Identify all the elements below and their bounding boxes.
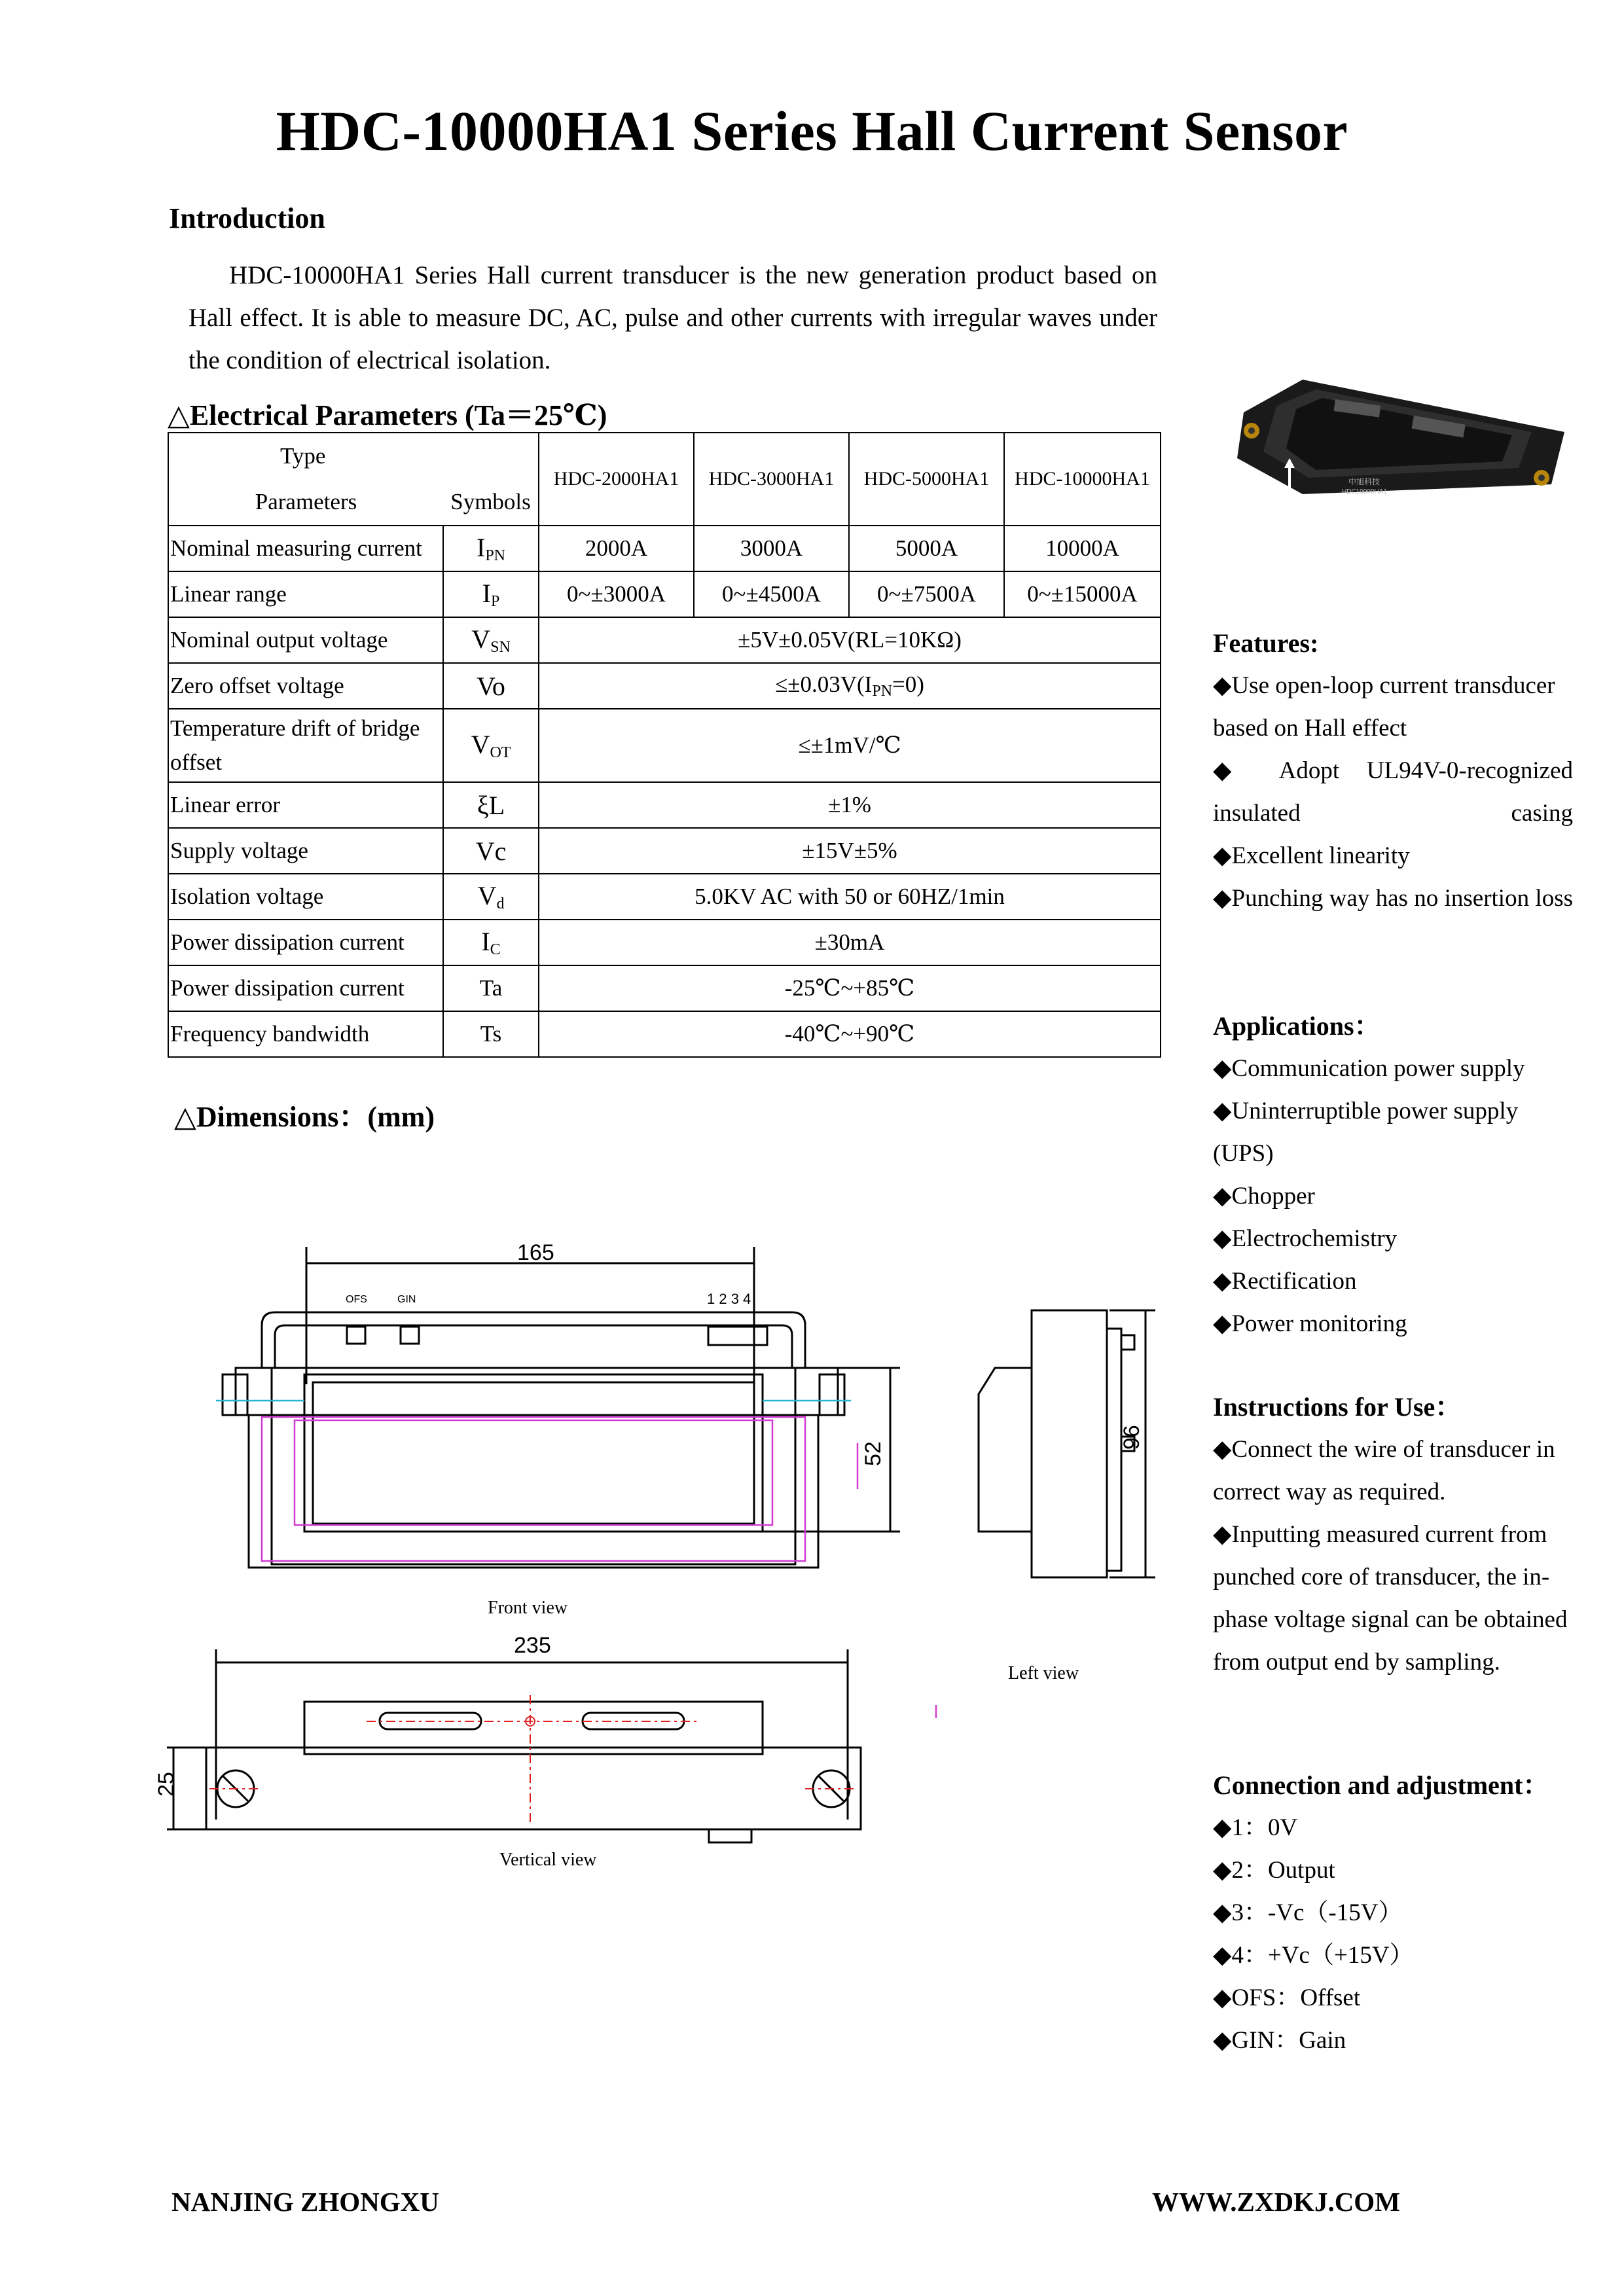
ofs-label: OFS bbox=[346, 1294, 367, 1305]
header-model-2: HDC-3000HA1 bbox=[694, 433, 849, 526]
application-item: ◆Rectification bbox=[1213, 1268, 1357, 1295]
table-row bbox=[168, 874, 1161, 920]
table-row bbox=[168, 1011, 1161, 1057]
param-name: Nominal measuring current bbox=[168, 526, 443, 571]
electrical-parameters-table bbox=[168, 432, 1161, 1058]
svg-text:HDC10000HA1: HDC10000HA1 bbox=[1342, 488, 1387, 495]
param-name: Temperature drift of bridge offset bbox=[168, 709, 443, 782]
param-value: ±5V±0.05V(RL=10KΩ) bbox=[539, 617, 1161, 663]
connection-item: ◆GIN：Gain bbox=[1213, 2027, 1346, 2054]
table-row bbox=[168, 965, 1161, 1011]
param-value: 0~±7500A bbox=[849, 571, 1004, 617]
feature-item: ◆ Adopt UL94V-0-recognized insulated casing bbox=[1213, 757, 1573, 827]
table-row bbox=[168, 571, 1161, 617]
param-name: Zero offset voltage bbox=[168, 663, 443, 709]
param-value: $\le\pm 0.03V(I_{PN}=0)$ bbox=[539, 663, 1161, 709]
param-symbol: $V_d$ bbox=[443, 874, 539, 920]
feature-item: ◆Punching way has no insertion loss bbox=[1213, 885, 1573, 912]
instructions-heading: Instructions for Use： bbox=[1213, 1392, 1462, 1422]
dim-label-235: 235 bbox=[514, 1633, 551, 1658]
dim-label-96: 96 bbox=[1119, 1425, 1144, 1450]
application-item: ◆Chopper bbox=[1213, 1183, 1315, 1210]
param-value: ±15V±5% bbox=[539, 828, 1161, 874]
instruction-item: ◆Connect the wire of transducer in correct way as required. bbox=[1213, 1436, 1555, 1505]
application-item: ◆Power monitoring bbox=[1213, 1310, 1407, 1337]
footer-website: WWW.ZXDKJ.COM bbox=[1152, 2187, 1400, 2217]
electrical-heading: △Electrical Parameters (Ta＝25℃) bbox=[168, 399, 607, 431]
connection-item: ◆OFS：Offset bbox=[1213, 1984, 1361, 2011]
param-value: 10000A bbox=[1004, 526, 1161, 571]
param-value: 5.0KV AC with 50 or 60HZ/1min bbox=[539, 874, 1161, 920]
instructions-section bbox=[1213, 1386, 1573, 1683]
param-symbol: Vc bbox=[443, 828, 539, 874]
connection-item: ◆1：0V bbox=[1213, 1814, 1298, 1841]
left-view-label: Left view bbox=[1008, 1663, 1079, 1683]
param-name: Frequency bandwidth bbox=[168, 1011, 443, 1057]
table-row bbox=[168, 709, 1161, 782]
param-value: ≤±1mV/℃ bbox=[539, 709, 1161, 782]
front-view-label: Front view bbox=[488, 1598, 568, 1618]
instruction-item: ◆Inputting measured current from punched core of transducer, the in-phase voltage signal can be obtained from output end by sampling. bbox=[1213, 1521, 1568, 1676]
connection-item: ◆4：+Vc（+15V） bbox=[1213, 1942, 1414, 1969]
table-row bbox=[168, 617, 1161, 663]
header-model-3: HDC-5000HA1 bbox=[849, 433, 1004, 526]
param-name: Nominal output voltage bbox=[168, 617, 443, 663]
param-name: Power dissipation current bbox=[168, 965, 443, 1011]
svg-text:中旭科技: 中旭科技 bbox=[1348, 477, 1380, 486]
header-type: Type bbox=[280, 443, 326, 469]
param-value: 3000A bbox=[694, 526, 849, 571]
param-value: 5000A bbox=[849, 526, 1004, 571]
param-value: 0~±15000A bbox=[1004, 571, 1161, 617]
param-symbol: $I_{PN}$ bbox=[443, 526, 539, 571]
feature-item: ◆Excellent linearity bbox=[1213, 842, 1410, 869]
param-symbol: Ta bbox=[443, 965, 539, 1011]
table-row bbox=[168, 782, 1161, 828]
pins-label: 1 2 3 4 bbox=[707, 1291, 751, 1307]
param-symbol: $V_{SN}$ bbox=[443, 617, 539, 663]
intro-paragraph bbox=[189, 254, 1157, 382]
connection-item: ◆2：Output bbox=[1213, 1857, 1335, 1884]
param-symbol: $I_P$ bbox=[443, 571, 539, 617]
application-item: ◆Communication power supply bbox=[1213, 1055, 1525, 1082]
table-row bbox=[168, 828, 1161, 874]
header-model-4: HDC-10000HA1 bbox=[1004, 433, 1161, 526]
param-value: 0~±3000A bbox=[539, 571, 694, 617]
connection-section bbox=[1213, 1764, 1573, 2062]
connection-heading: Connection and adjustment： bbox=[1213, 1770, 1549, 1800]
param-name: Linear range bbox=[168, 571, 443, 617]
intro-text: HDC-10000HA1 Series Hall current transducer is the new generation product based on Hall effect. It is able to measure DC, AC, pulse and other currents with irregular waves under the condition of electrical isolation. bbox=[189, 261, 1157, 374]
dim-label-165: 165 bbox=[517, 1240, 554, 1265]
param-name: Linear error bbox=[168, 782, 443, 828]
header-model-1: HDC-2000HA1 bbox=[539, 433, 694, 526]
page-title: HDC-10000HA1 Series Hall Current Sensor bbox=[276, 99, 1348, 162]
feature-item: ◆Use open-loop current transducer based on Hall effect bbox=[1213, 672, 1555, 742]
product-photo bbox=[1224, 353, 1578, 524]
vertical-view-label: Vertical view bbox=[499, 1850, 597, 1870]
param-name: Power dissipation current bbox=[168, 920, 443, 965]
param-symbol: Vo bbox=[443, 663, 539, 709]
param-symbol: Ts bbox=[443, 1011, 539, 1057]
header-symbols: Symbols bbox=[443, 479, 539, 526]
applications-heading: Applications： bbox=[1213, 1011, 1380, 1041]
header-parameters: Parameters bbox=[168, 479, 443, 526]
table-header-row-type bbox=[168, 433, 1161, 479]
param-symbol: ξL bbox=[443, 782, 539, 828]
param-value: ±1% bbox=[539, 782, 1161, 828]
param-name: Supply voltage bbox=[168, 828, 443, 874]
dim-label-25: 25 bbox=[154, 1772, 179, 1797]
features-heading: Features: bbox=[1213, 628, 1319, 658]
param-value: -40℃~+90℃ bbox=[539, 1011, 1161, 1057]
table-row bbox=[168, 663, 1161, 709]
connection-item: ◆3：-Vc（-15V） bbox=[1213, 1899, 1403, 1926]
param-value: 2000A bbox=[539, 526, 694, 571]
gin-label: GIN bbox=[397, 1294, 416, 1305]
intro-heading: Introduction bbox=[169, 202, 325, 234]
applications-section bbox=[1213, 1005, 1573, 1345]
table-row bbox=[168, 920, 1161, 965]
dimensions-heading: △Dimensions：(mm) bbox=[174, 1101, 435, 1133]
param-name: Isolation voltage bbox=[168, 874, 443, 920]
features-section bbox=[1213, 622, 1573, 920]
table-row bbox=[168, 526, 1161, 571]
param-symbol: $V_{OT}$ bbox=[443, 709, 539, 782]
footer-company: NANJING ZHONGXU bbox=[171, 2187, 439, 2217]
application-item: ◆Electrochemistry bbox=[1213, 1225, 1398, 1252]
param-symbol: $I_C$ bbox=[443, 920, 539, 965]
dim-label-52: 52 bbox=[861, 1441, 886, 1466]
param-value: 0~±4500A bbox=[694, 571, 849, 617]
param-value: ±30mA bbox=[539, 920, 1161, 965]
param-value: -25℃~+85℃ bbox=[539, 965, 1161, 1011]
application-item: ◆Uninterruptible power supply (UPS) bbox=[1213, 1098, 1519, 1167]
